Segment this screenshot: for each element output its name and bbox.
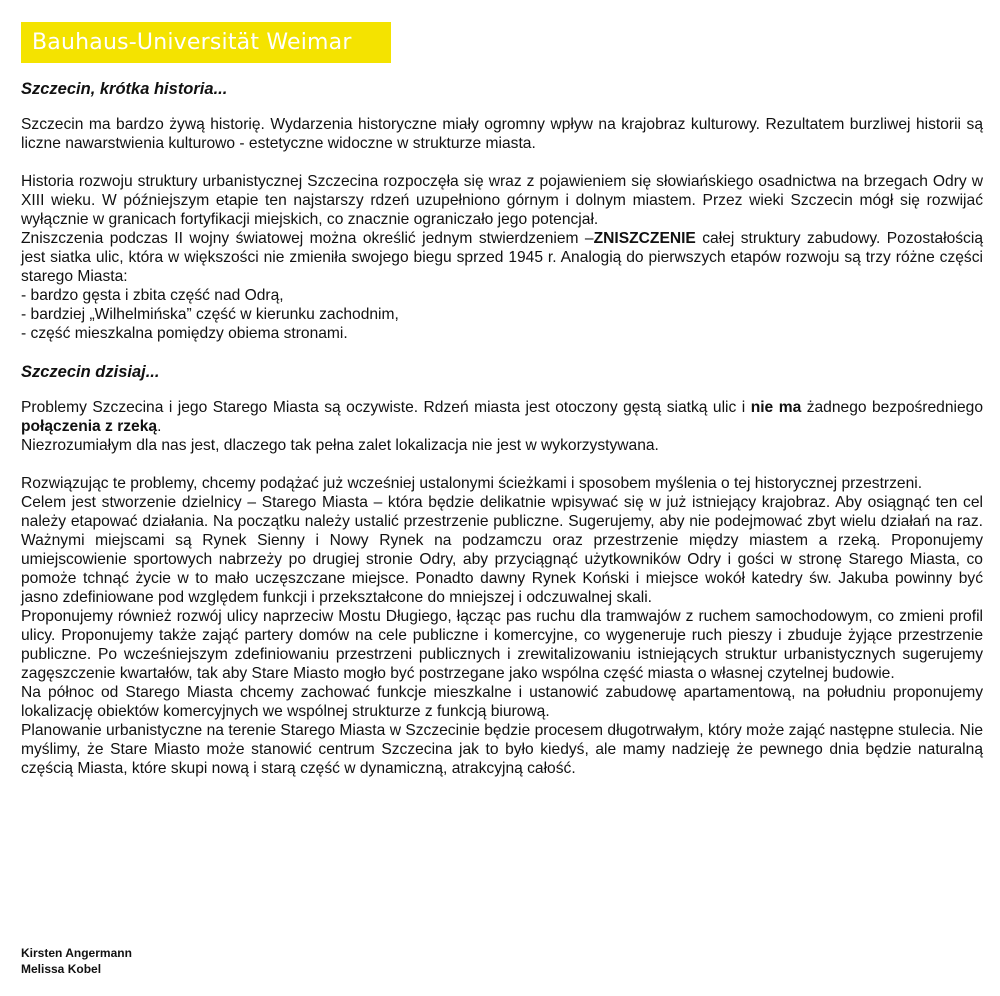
today-paragraph-5: Proponujemy również rozwój ulicy naprzeciw Mostu Długiego, łącząc pas ruchu dla tramwajów z ruchem samochodowym, co zmieni profil ulicy. Proponujemy także zająć partery domów na cele publiczne i komercyjne, co wygeneruje ruch pieszy i zbuduje żyjące przestrzenie publiczne. Po wcześniejszym zdefiniowaniu przestrzeni publicznych i zrewitalizowaniu istniejących struktur urbanistycznych sugerujemy zagęszczenie kwartałów, tak aby Stare Miasto mogło być postrzegane jako wspólna część miasta o własnej czytelnej budowie. bbox=[21, 608, 983, 682]
logo-text: Bauhaus-Universität Weimar bbox=[32, 30, 352, 55]
today-paragraph-2: Niezrozumiałym dla nas jest, dlaczego tak pełna zalet lokalizacja nie jest w wykorzystywana. bbox=[21, 437, 659, 454]
history-paragraph-1: Szczecin ma bardzo żywą historię. Wydarzenia historyczne miały ogromny wpływ na krajobraz kulturowy. Rezultatem burzliwej historii są liczne nawarstwienia kulturowo - estetyczne widoczne w strukturze miasta. bbox=[21, 116, 983, 152]
list-item: - bardzo gęsta i zbita część nad Odrą, bbox=[21, 287, 284, 304]
emphasis-zniszczenie: ZNISZCZENIE bbox=[593, 230, 696, 247]
today-paragraph-1-mid: żadnego bezpośredniego bbox=[801, 399, 983, 416]
today-paragraph-1 bbox=[21, 398, 983, 436]
today-paragraph-4: Celem jest stworzenie dzielnicy – Starego Miasta – która będzie delikatnie wpisywać się w już istniejący krajobraz. Aby osiągnąć ten cel należy etapować działania. Na początku należy ustalić przestrzenie publiczne. Sugerujemy, aby nie podejmować zbyt wielu działań na raz. Ważnymi miejscami są Rynek Sienny i Nowy Rynek na podzamczu oraz przestrzenie między miastem a rzeką. Proponujemy umiejscowienie sportowych nabrzeży po drugiej stronie Odry, aby przyciągnąć użytkowników Odry i gości w stronę Starego Miasta, co pomoże tchnąć życie w to mało uczęszczane miejsce. Ponadto dawny Rynek Koński i miejsce wokół katedry św. Jakuba powinny być jasno zdefiniowane pod względem funkcji i przekształcone do mniejszej i odczuwalnej skali. bbox=[21, 494, 983, 606]
history-paragraph-2: Historia rozwoju struktury urbanistycznej Szczecina rozpoczęła się wraz z pojawieniem się słowiańskiego osadnictwa na brzegach Odry w XIII wieku. W późniejszym etapie ten najstarszy rdzeń uzupełniono górnym i dolnym miastem. Przez wieki Szczecin mógł się rozwijać wyłącznie w granicach fortyfikacji miejskich, co znacznie ograniczało jego potencjał. bbox=[21, 173, 983, 228]
history-paragraph-3-text: Zniszczenia podczas II wojny światowej można określić jednym stwierdzeniem – bbox=[21, 230, 594, 247]
list-item: - część mieszkalna pomiędzy obiema stronami. bbox=[21, 325, 348, 342]
city-parts-list bbox=[21, 286, 983, 343]
history-paragraph-3-rest: całej struktury zabudowy. Pozostałością jest siatka ulic, która w większości nie zmieniła swojego biegu sprzed 1945 r. Analogią do pierwszych etapów rozwoju są trzy różne części starego Miasta: bbox=[21, 230, 983, 285]
section-title-history: Szczecin, krótka historia... bbox=[21, 80, 228, 98]
list-item: - bardziej „Wilhelmińska” część w kierunku zachodnim, bbox=[21, 306, 399, 323]
authors-block bbox=[21, 945, 132, 977]
today-paragraph-1-text: Problemy Szczecina i jego Starego Miasta są oczywiste. Rdzeń miasta jest otoczony gęstą siatką ulic i bbox=[21, 399, 751, 416]
section-title-today: Szczecin dzisiaj... bbox=[21, 363, 160, 381]
author-name: Melissa Kobel bbox=[21, 962, 102, 976]
today-paragraph-6: Na północ od Starego Miasta chcemy zachować funkcje mieszkalne i ustanowić zabudowę apartamentową, na południu proponujemy lokalizację obiektów komercyjnych we wspólnej strukturze z funkcją biurową. bbox=[21, 684, 983, 720]
today-paragraph-7: Planowanie urbanistyczne na terenie Starego Miasta w Szczecinie będzie procesem długotrwałym, który może zająć następne stulecia. Nie myślimy, że Stare Miasto może stanowić centrum Szczecina jak to było kiedyś, ale mamy nadzieję że pewnego dnia będzie naturalną częścią Miasta, które skupi nową i starą część w dynamiczną, atrakcyjną całość. bbox=[21, 722, 983, 777]
emphasis-polaczenia: połączenia z rzeką bbox=[21, 418, 158, 435]
today-paragraph-1-end: . bbox=[157, 418, 162, 435]
author-name: Kirsten Angermann bbox=[21, 946, 132, 960]
emphasis-nie-ma: nie ma bbox=[750, 399, 802, 416]
history-paragraph-3 bbox=[21, 229, 983, 286]
university-logo bbox=[21, 22, 391, 63]
document-body bbox=[21, 76, 983, 778]
today-paragraph-3: Rozwiązując te problemy, chcemy podążać już wcześniej ustalonymi ścieżkami i sposobem myślenia o tej historycznej przestrzeni. bbox=[21, 475, 923, 492]
